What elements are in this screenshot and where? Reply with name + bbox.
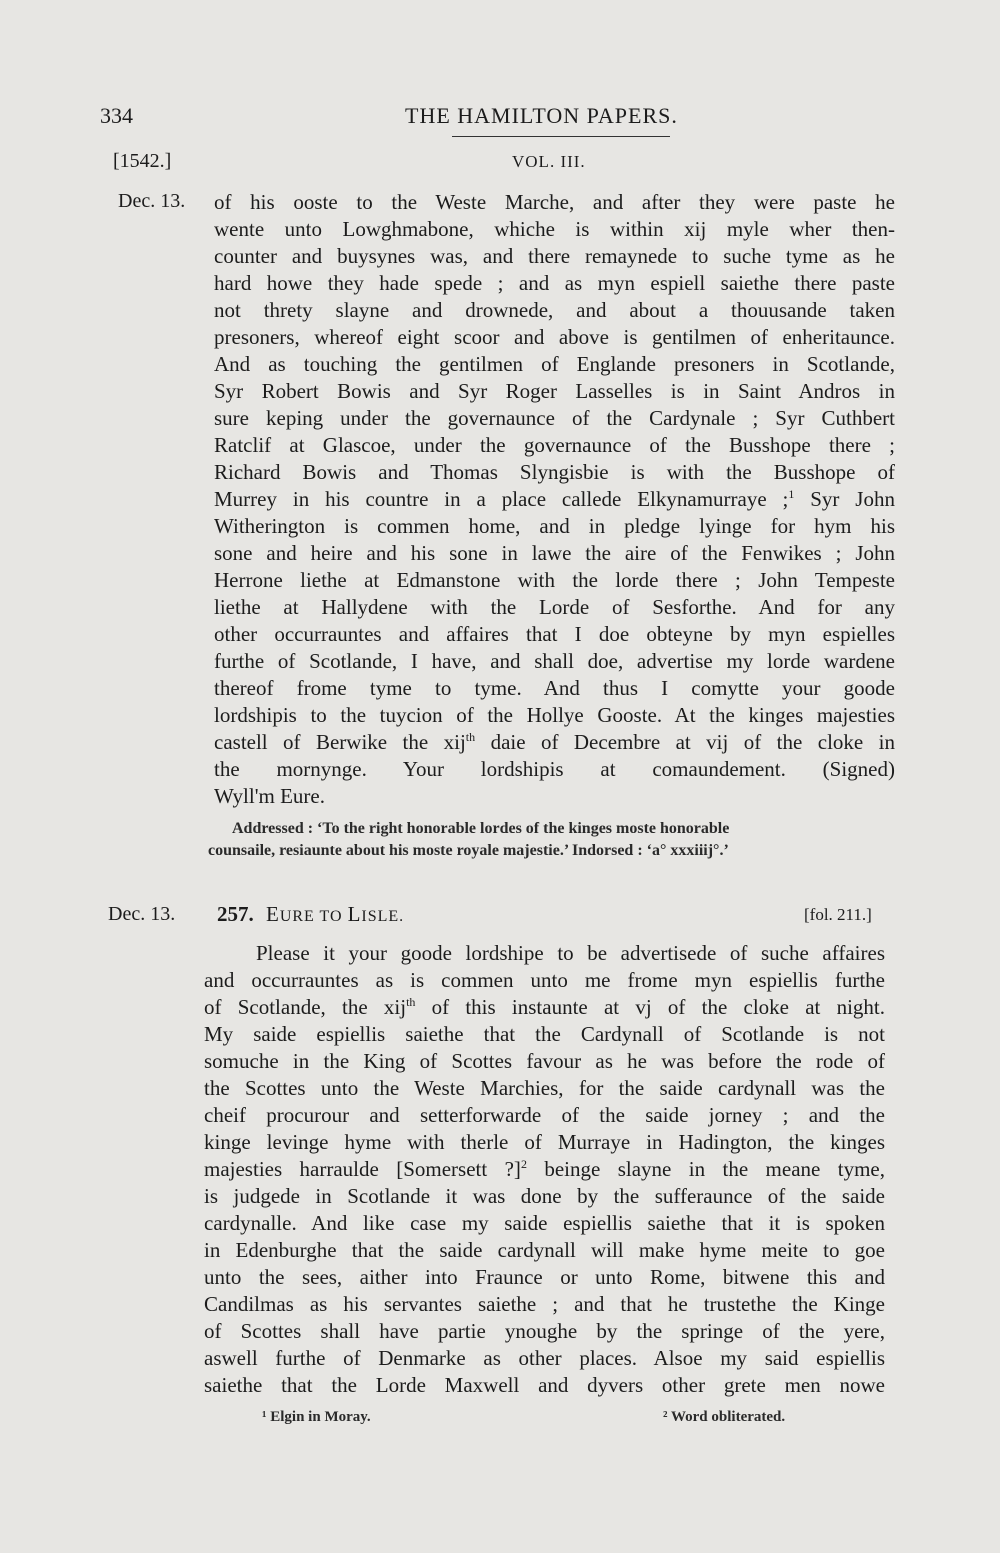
addressed-note: Addressed : ‘To the right honorable lordes of the kinges moste honorable [232, 820, 730, 837]
text-segment: Murrey in his countre in a place callede Elkynamurraye ; [214, 487, 789, 511]
text-line: unto the sees, aither into Fraunce or unto Rome, bitwene this and [204, 1265, 885, 1289]
text-line: furthe of Scotlande, I have, and shall doe, advertise my lorde wardene [214, 649, 895, 673]
superscript: th [406, 995, 416, 1009]
text-line: of his ooste to the Weste Marche, and after they were paste he [214, 190, 895, 214]
running-title: THE HAMILTON PAPERS. [405, 103, 678, 128]
text-line: lordshipis to the tuycion of the Hollye Gooste. At the kinges majesties [214, 703, 895, 727]
volume-label: VOL. III. [512, 152, 586, 171]
superscript: th [465, 730, 476, 744]
text-line: is judgede in Scotlande it was done by the sufferaunce of the saide [204, 1184, 885, 1208]
text-line: wente unto Lowghmabone, whiche is within xij myle wher then- [214, 217, 895, 241]
text-line: Candilmas as his servantes saiethe ; and that he trustethe the Kinge [204, 1292, 885, 1316]
text-line: somuche in the King of Scottes favour as he was before the rode of [204, 1049, 885, 1073]
text-line: cheif procurour and setterforwarde of the saide jorney ; and the [204, 1103, 885, 1127]
text-line: and occurrauntes as is commen unto me frome myn espiellis furthe [204, 968, 885, 992]
header-rule [452, 136, 670, 137]
text-line: sure keping under the governaunce of the Cardynale ; Syr Cuthbert [214, 406, 895, 430]
text-line: thereof frome tyme to tyme. And thus I comytte your goode [214, 676, 895, 700]
text-line: of Scottes shall have partie ynoughe by the springe of the yere, [204, 1319, 885, 1343]
text-line-with-footnote-ref [204, 1156, 885, 1183]
margin-date: Dec. 13. [108, 903, 176, 925]
text-line: saiethe that the Lorde Maxwell and dyvers other grete men nowe [204, 1373, 885, 1397]
title-initial: E [266, 902, 280, 926]
text-line-with-superscript [204, 994, 885, 1021]
text-segment: beinge slayne in the meane tyme, [526, 1157, 885, 1181]
signature-name: Wyll'm Eure. [214, 784, 325, 808]
text-line: hard howe they hade spede ; and as myn espiell saiethe there paste [214, 271, 895, 295]
text-line: Herrone liethe at Edmanstone with the lorde there ; John Tempeste [214, 568, 895, 592]
text-line: My saide espiellis saiethe that the Cardynall of Scotlande is not [204, 1022, 885, 1046]
text-line: And as touching the gentilmen of Englande presoners in Scotlande, [214, 352, 895, 376]
text-line: counter and buysynes was, and there remaynede to suche tyme as he [214, 244, 895, 268]
text-segment: of this instaunte at vj of the cloke at night. [415, 995, 885, 1019]
folio-reference: [fol. 211.] [804, 905, 872, 924]
text-line: kinge levinge hyme with therle of Murraye in Hadington, the kinges [204, 1130, 885, 1154]
text-line: Please it your goode lordshipe to be advertisede of suche affaires [256, 941, 885, 965]
title-smallcaps: URE TO [279, 908, 348, 925]
text-line: Witherington is commen home, and in pledge lyinge for hym his [214, 514, 895, 538]
footnote-1: ¹ Elgin in Moray. [262, 1409, 371, 1425]
margin-date-previous: Dec. 13. [118, 190, 186, 212]
text-segment: castell of Berwike the xij [214, 730, 466, 754]
text-line: presoners, whereof eight scoor and above is gentilmen of enheritaunce. [214, 325, 895, 349]
footnote-ref: 1 [788, 487, 795, 501]
text-line: aswell furthe of Denmarke as other places. Alsoe my said espiellis [204, 1346, 885, 1370]
title-smallcaps: ISLE. [361, 908, 405, 925]
text-line: other occurrauntes and affaires that I doe obteyne by myn espielles [214, 622, 895, 646]
addressed-note-continued: counsaile, resiaunte about his moste royale majestie.’ Indorsed : ‘a° xxxiiij°.’ [208, 842, 729, 859]
text-line: in Edenburghe that the saide cardynall will make hyme meite to goe [204, 1238, 885, 1262]
year-marker: [1542.] [113, 150, 172, 172]
footnote-2: ² Word obliterated. [663, 1409, 786, 1425]
text-line: cardynalle. And like case my saide espiellis saiethe that it is spoken [204, 1211, 885, 1235]
text-line: sone and heire and his sone in lawe the aire of the Fenwikes ; John [214, 541, 895, 565]
letter-title [266, 902, 404, 927]
text-line: Richard Bowis and Thomas Slyngisbie is with the Busshope of [214, 460, 895, 484]
text-line-with-footnote-ref [214, 486, 895, 513]
text-line: Syr Robert Bowis and Syr Roger Lasselles is in Saint Andros in [214, 379, 895, 403]
letter-number: 257. [217, 902, 254, 926]
text-line: Ratclif at Glascoe, under the governaunce of the Busshope there ; [214, 433, 895, 457]
text-line-with-superscript [214, 729, 895, 756]
text-segment: daie of Decembre at vij of the cloke in [475, 730, 895, 754]
page-number: 334 [100, 103, 133, 128]
footnote-ref: 2 [520, 1157, 527, 1171]
text-segment: Syr John [794, 487, 895, 511]
text-segment: majesties harraulde [Somersett ?] [204, 1157, 521, 1181]
text-line: liethe at Hallydene with the Lorde of Sesforthe. And for any [214, 595, 895, 619]
signature-line: the mornynge. Your lordshipis at comaundement. (Signed) [214, 757, 895, 781]
text-line: not threty slayne and drownede, and about a thouusande taken [214, 298, 895, 322]
title-initial: L [347, 902, 362, 926]
text-line: the Scottes unto the Weste Marchies, for the saide cardynall was the [204, 1076, 885, 1100]
text-segment: of Scotlande, the xij [204, 995, 407, 1019]
